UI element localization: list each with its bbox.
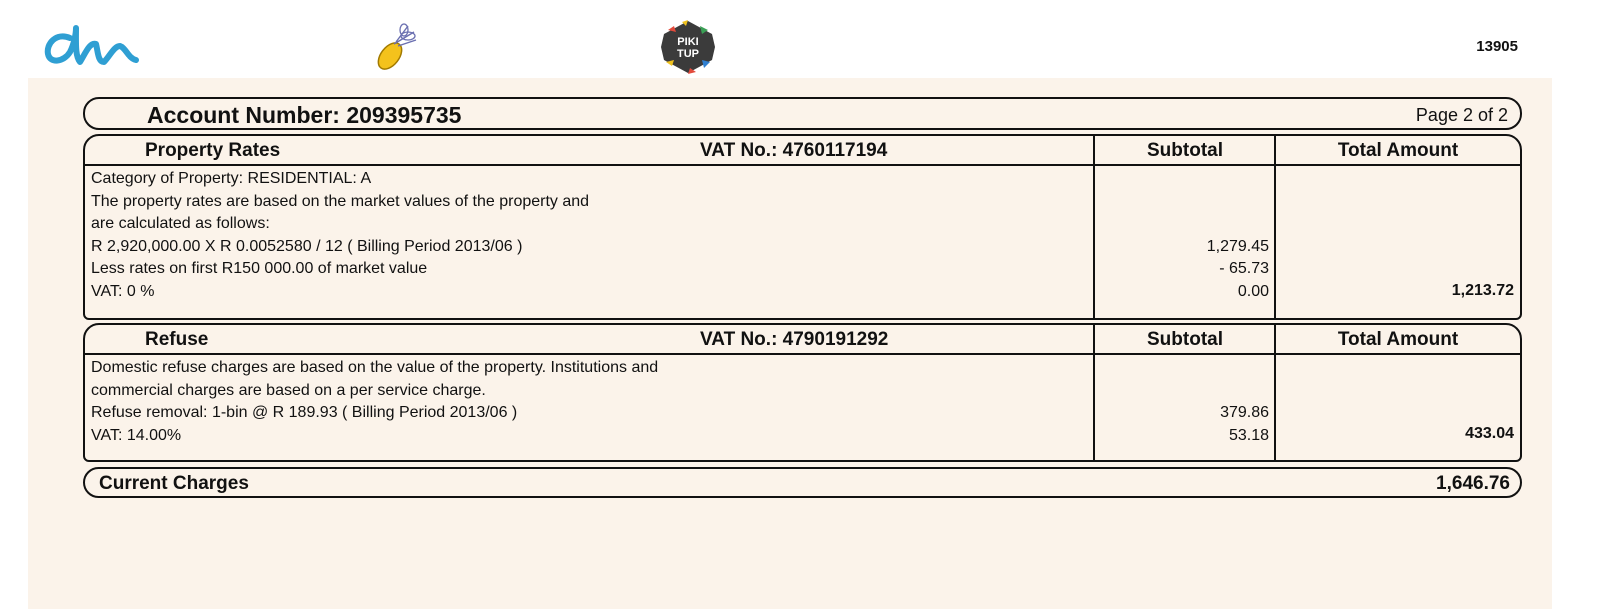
subtotal-column-header: Subtotal — [1147, 140, 1223, 161]
subtotal-value: 1,279.45 — [1206, 237, 1269, 255]
subtotal-values — [1095, 168, 1269, 303]
section-header — [85, 325, 1520, 355]
account-header-bar — [83, 97, 1522, 130]
total-amount: 1,213.72 — [1451, 282, 1514, 299]
description-line: are calculated as follows: — [91, 215, 270, 232]
vat-number: VAT No.: 4790191292 — [700, 329, 889, 350]
total-amount-column-header: Total Amount — [1337, 140, 1459, 161]
subtotal-value — [1095, 213, 1269, 236]
subtotal-value: - 65.73 — [1219, 260, 1269, 277]
description-line: Less rates on first R150 000.00 of market value — [91, 260, 428, 277]
description-line: R 2,920,000.00 X R 0.0052580 / 12 ( Billing Period 2013/06 ) — [91, 237, 523, 255]
subtotal-value — [1095, 191, 1269, 214]
subtotal-value — [1095, 168, 1269, 191]
section-header — [85, 136, 1520, 166]
description-line: Category of Property: RESIDENTIAL: A — [91, 170, 372, 187]
description-lines — [91, 168, 589, 303]
property-rates-section — [83, 134, 1522, 320]
description-line: VAT: 14.00% — [91, 426, 182, 444]
current-charges-value: 1,646.76 — [1436, 473, 1510, 494]
description-line: VAT: 0 % — [91, 282, 155, 300]
description-line: The property rates are based on the market values of the property and — [91, 192, 590, 210]
section-title: Property Rates — [145, 140, 281, 161]
document-number: 13905 — [1476, 38, 1518, 55]
total-amount: 433.04 — [1465, 425, 1514, 442]
description-line: Domestic refuse charges are based on the value of the property. Institutions and — [91, 359, 659, 376]
bee-logo — [372, 22, 424, 74]
description-line: commercial charges are based on a per service charge. — [91, 381, 486, 399]
subtotal-value — [1095, 380, 1269, 403]
pikitup-logo — [660, 20, 716, 74]
subtotal-value: 53.18 — [1228, 426, 1269, 444]
svg-text:TUP: TUP — [677, 48, 699, 60]
page-indicator: Page 2 of 2 — [1415, 105, 1508, 125]
signature-swirl-logo — [42, 22, 142, 72]
section-title: Refuse — [145, 329, 209, 350]
vat-number: VAT No.: 4760117194 — [700, 140, 888, 161]
current-charges-bar — [83, 467, 1522, 498]
subtotal-value: 379.86 — [1220, 404, 1269, 421]
subtotal-value: 0.00 — [1237, 282, 1269, 300]
current-charges-label: Current Charges — [99, 473, 249, 494]
refuse-section — [83, 323, 1522, 462]
subtotal-value — [1095, 357, 1269, 380]
description-line: Refuse removal: 1-bin @ R 189.93 ( Billing Period 2013/06 ) — [91, 404, 518, 421]
subtotal-values — [1095, 357, 1269, 447]
description-lines — [91, 357, 658, 447]
subtotal-column-header: Subtotal — [1147, 329, 1223, 350]
total-amount-column-header: Total Amount — [1337, 329, 1459, 350]
account-number: Account Number: 209395735 — [147, 102, 462, 128]
pikitup-logo-text: PIKI — [677, 36, 699, 48]
